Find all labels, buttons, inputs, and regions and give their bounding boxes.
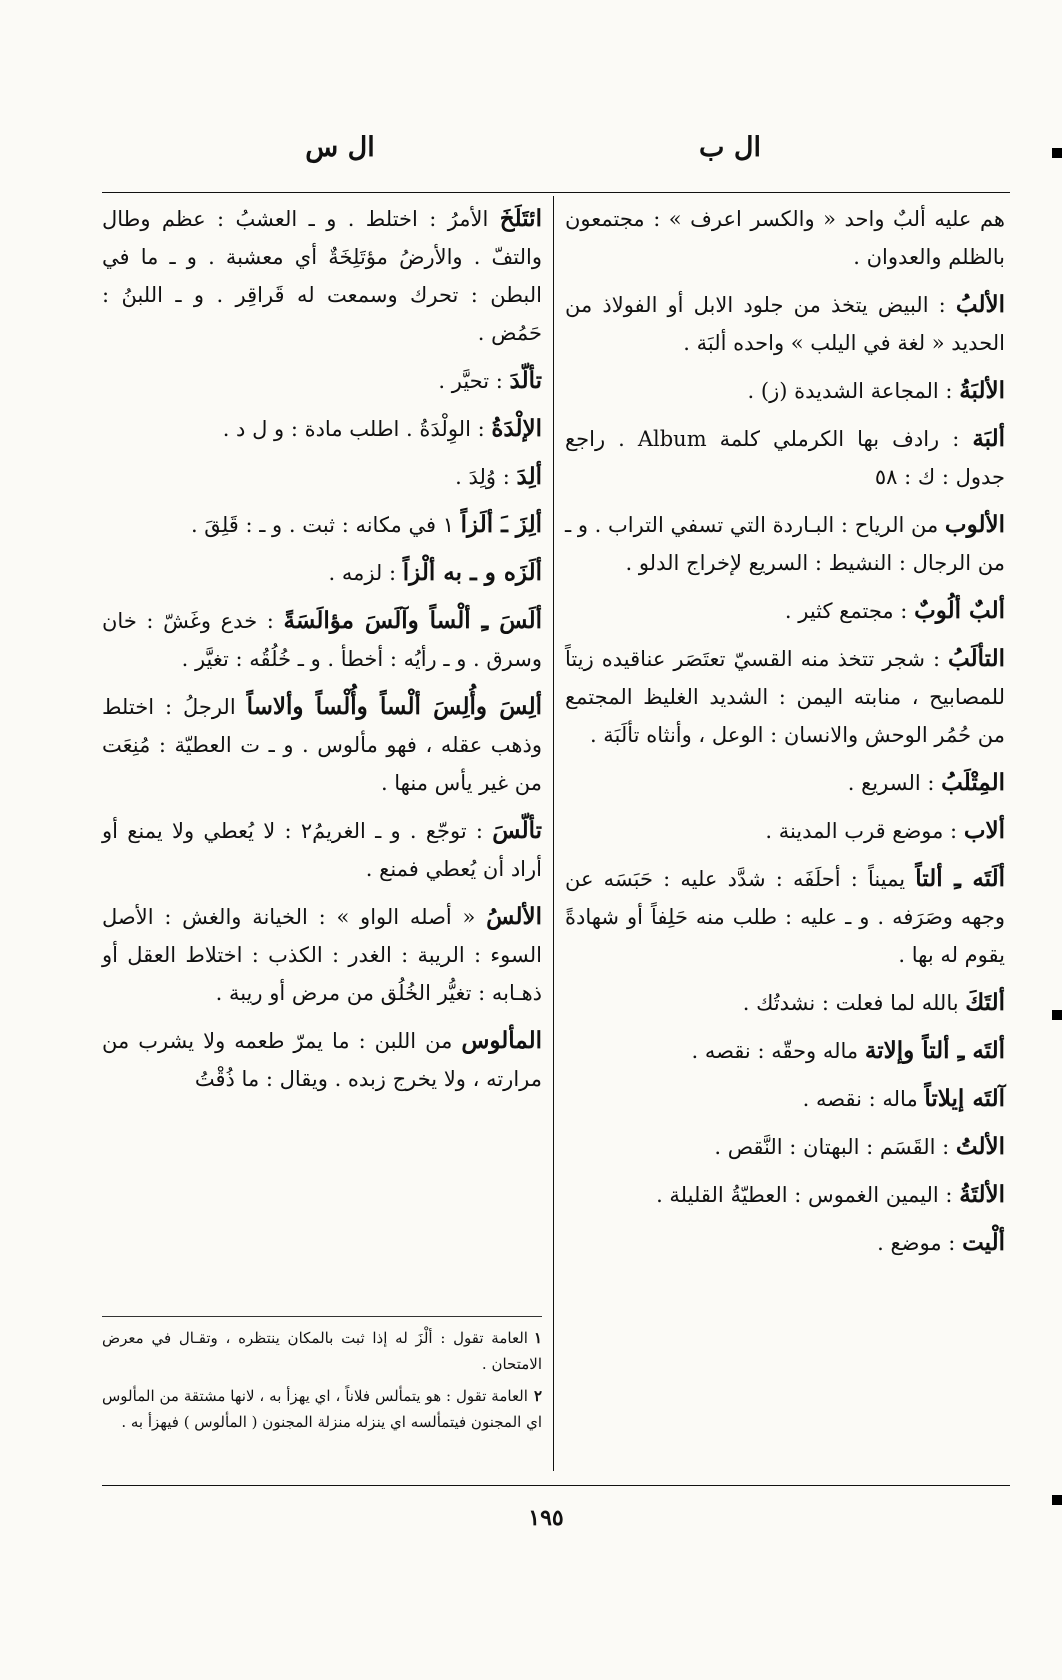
footnote <box>102 1325 542 1377</box>
entry-definition: : الوِلْدَةُ . اطلب مادة : و ل د . <box>222 417 485 441</box>
dictionary-entry <box>102 688 542 802</box>
dictionary-entry <box>565 592 1005 630</box>
entry-definition: : لزمه . <box>328 561 397 585</box>
dictionary-entry <box>102 898 542 1012</box>
entry-headword: الألتُ <box>955 1133 1005 1160</box>
footnote-text: العامة تقول : هو يتمألس فلاناً ، اي يهزأ به ، لانها مشتقة من المألوس اي المجنون فيتمألسه اي ينزله منزلة المجنون ( المألوس ) فيهزأ به . <box>102 1387 542 1431</box>
entry-headword: الألسُ <box>486 903 542 930</box>
entry-headword: ألتَه ـِ ألتاً وإلاتة <box>864 1037 1005 1064</box>
entry-headword: ألْيت <box>962 1229 1005 1256</box>
dictionary-entry <box>565 984 1005 1022</box>
dictionary-entry <box>565 1080 1005 1118</box>
entry-headword: ألَزَه و ـ به ألْزاً <box>402 559 542 586</box>
entry-headword: الإلْدَةُ <box>491 415 542 442</box>
entry-definition: : وُلِدَ . <box>455 465 510 489</box>
dictionary-entry <box>565 1176 1005 1214</box>
dictionary-entry <box>565 1128 1005 1166</box>
entry-definition: بالله لما فعلت : نشدتُك . <box>742 991 959 1015</box>
dictionary-entry <box>565 640 1005 754</box>
bottom-rule <box>102 1485 1010 1486</box>
column-divider <box>553 196 554 1471</box>
entry-definition: : توجّع . و ـ الغريمُ٢ : لا يُعطي ولا يمنع أو أراد أن يُعطي فمنع . <box>102 819 542 881</box>
entry-headword: ألَتَه ـِ ألتاً <box>915 865 1005 892</box>
page-number: ١٩٥ <box>528 1505 564 1531</box>
entry-definition: : مجتمع كثير . <box>784 599 908 623</box>
footnotes <box>102 1316 542 1441</box>
entry-headword: ألِسَ وأُلِسَ ألْساً وأُلْساً وألاساً <box>246 693 542 720</box>
dictionary-entry <box>102 410 542 448</box>
entry-definition: : خدع وغَشّ : خان وسرق . و ـ رأيُه : أخطأ . و ـ خُلُقُه : تغيَّر . <box>102 609 542 671</box>
left-column <box>102 200 542 1108</box>
entry-definition: « أصله الواو » : الخيانة والغش : الأصل السوء : الريبة : الغدر : الكذب : اختلاط العقل أو ذهـابه : تغيُّر الخُلُق من مرض أو ريبة . <box>102 905 542 1005</box>
footnote-text: العامة تقول : ألْزَ له إذا ثبت بالمكان ينتظره ، وتقـال في معرض الامتحان . <box>102 1329 542 1373</box>
header-root-left: ال س <box>305 132 375 163</box>
edge-mark <box>1052 1010 1062 1020</box>
entry-headword: ألاب <box>963 817 1005 844</box>
footnote <box>102 1383 542 1435</box>
entry-definition: : شجر تتخذ منه القسيّ تعتَصَر عناقيده زيتاً للمصابيح ، منابته اليمن : الشديد الغليظ المجتمع من حُمُر الوحش والانسان : الوعل ، وأنثاه تألَبَة . <box>565 647 1005 747</box>
entry-definition: يميناً : أحلَفَه : شدَّد عليه : حَبَسَه عن وجهه وصَرَفه . و ـ عليه : طلب منه حَلِفاً أو شهادةً يقوم له بها . <box>565 867 1005 967</box>
dictionary-entry <box>565 764 1005 802</box>
dictionary-entry <box>102 362 542 400</box>
entry-headword: ألبَة <box>972 425 1005 452</box>
entry-definition: : المجاعة الشديدة (ز) . <box>747 379 953 403</box>
entry-headword: المِتْلَبُ <box>941 769 1005 796</box>
entry-definition: ١ في مكانه : ثبت . و ـ : قَلِقَ . <box>190 513 454 537</box>
edge-mark <box>1052 148 1062 158</box>
edge-mark <box>1052 1495 1062 1505</box>
entry-headword: آلتَه إيلاتاً <box>924 1085 1005 1112</box>
entry-definition: : موضع . <box>877 1231 956 1255</box>
entry-definition: ماله وحقّه : نقصه . <box>691 1039 859 1063</box>
entry-headword: ألِدَ <box>516 463 542 490</box>
entry-definition: : السريع . <box>847 771 935 795</box>
entry-headword: ألِزَ ـَ ألَزاً <box>460 511 542 538</box>
dictionary-entry <box>565 372 1005 410</box>
entry-definition: من الرياح : البـاردة التي تسفي التراب . و ـ من الرجال : النشيط : السريع لإخراج الدلو . <box>565 513 1005 575</box>
dictionary-entry <box>102 1022 542 1098</box>
footnote-number: ١ <box>533 1329 542 1347</box>
entry-headword: ألبٌ ألُوبٌ <box>914 597 1005 624</box>
entry-headword: الألتَةُ <box>959 1181 1005 1208</box>
entry-headword: ألتَكَ <box>965 989 1005 1016</box>
entry-definition: : القَسَم : البهتان : النَّقص . <box>714 1135 950 1159</box>
entry-definition: : تحيَّر . <box>438 369 503 393</box>
entry-headword: الألبَةُ <box>959 377 1005 404</box>
dictionary-entry <box>102 602 542 678</box>
dictionary-entry <box>102 506 542 544</box>
dictionary-entry <box>565 200 1005 276</box>
dictionary-entry <box>102 554 542 592</box>
entry-definition: من اللبن : ما يمرّ طعمه ولا يشرب من مرارته ، ولا يخرج زبده . ويقال : ما ذُقْتُ <box>102 1029 542 1091</box>
entry-definition: : موضع قرب المدينة . <box>765 819 958 843</box>
entry-definition: الرجلُ : اختلط وذهب عقله ، فهو مألوس . و ـ ت العطيّة : مُنِعَت من غير يأس منها . <box>102 695 542 795</box>
entry-headword: المألوس <box>461 1027 542 1054</box>
entry-headword: تألّدَ <box>509 367 542 394</box>
dictionary-entry <box>565 286 1005 362</box>
entry-headword: تألّسَ <box>492 817 542 844</box>
dictionary-entry <box>565 420 1005 496</box>
entry-definition: الأمرُ : اختلط . و ـ العشبُ : عظم وطال والتفّ . والأرضُ مؤتَلِخَةٌ أي معشبة . و ـ ما في البطن : تحرك وسمعت له قَراقِر . و ـ اللبنُ : حَمُض . <box>102 207 542 345</box>
dictionary-entry <box>102 458 542 496</box>
top-rule <box>102 192 1010 193</box>
dictionary-entry <box>565 860 1005 974</box>
entry-definition: : البيض يتخذ من جلود الابل أو الفولاذ من الحديد « لغة في اليلب » واحده ألبَة . <box>565 293 1005 355</box>
dictionary-entry <box>102 200 542 352</box>
dictionary-entry <box>565 506 1005 582</box>
dictionary-entry <box>565 1224 1005 1262</box>
entry-headword: ائتَلَخَ <box>499 205 542 232</box>
entry-headword: الألبُ <box>955 291 1005 318</box>
entry-definition: : رادف بها الكرملي كلمة Album . راجع جدول : ك : ٥٨ <box>565 427 1005 489</box>
right-column <box>565 200 1005 1272</box>
footnote-number: ٢ <box>533 1387 542 1405</box>
entry-headword: الألوب <box>944 511 1005 538</box>
dictionary-entry <box>565 812 1005 850</box>
header-root-right: ال ب <box>699 132 761 163</box>
entry-definition: هم عليه ألبٌ واحد « والكسر اعرف » : مجتمعون بالظلم والعدوان . <box>565 207 1005 269</box>
dictionary-entry <box>102 812 542 888</box>
dictionary-entry <box>565 1032 1005 1070</box>
entry-definition: ماله : نقصه . <box>802 1087 918 1111</box>
entry-definition: : اليمين الغموس : العطيّةُ القليلة . <box>656 1183 953 1207</box>
entry-headword: ألَسَ ـِ ألْساً وآلَسَ مؤالَسَةً <box>283 607 542 634</box>
entry-headword: التألَبُ <box>948 645 1005 672</box>
